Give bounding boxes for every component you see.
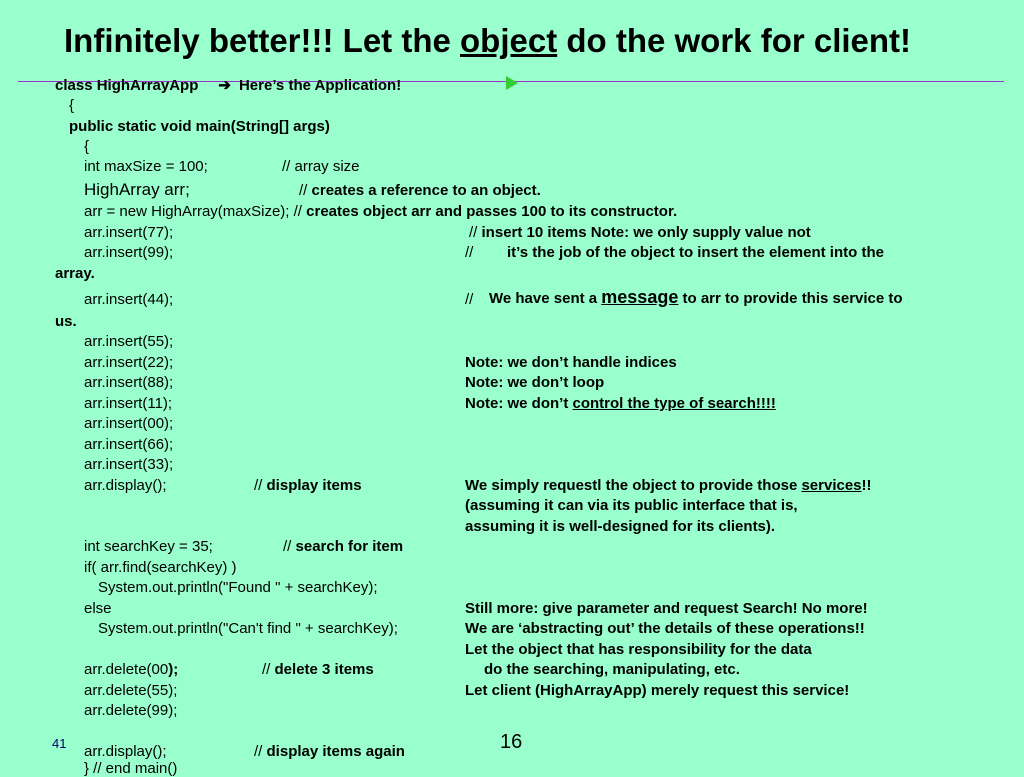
insert-44-slashes: //	[465, 291, 474, 308]
green-triangle-icon	[506, 76, 518, 90]
searchkey-line: int searchKey = 35;	[84, 538, 213, 555]
insert-11-line: arr.insert(11);	[84, 395, 173, 412]
insert-44-pre: We have sent a	[489, 290, 602, 307]
request-line-3: assuming it is well-designed for its clients).	[465, 518, 776, 535]
do-searching-note: do the searching, manipulating, etc.	[484, 661, 740, 678]
new-arr-line	[84, 203, 677, 220]
searchkey-comment-text: search for item	[295, 538, 404, 555]
display-slashes: //	[254, 477, 267, 494]
insert-99-slashes: //	[465, 244, 474, 261]
decl-arr-comment-text: creates a reference to an object.	[311, 182, 541, 199]
insert-99-line: arr.insert(99);	[84, 244, 174, 261]
delete-00-code: arr.delete(00	[84, 661, 169, 678]
page-number: 16	[500, 731, 523, 753]
let-client-note: Let client (HighArrayApp) merely request this service!	[465, 682, 850, 699]
display-comment	[254, 477, 362, 494]
still-more-note: Still more: give parameter and request Search! No more!	[465, 600, 868, 617]
insert-44-comment	[489, 287, 903, 308]
insert-99-comment: it’s the job of the object to insert the element into the	[507, 244, 884, 261]
new-arr-comment: creates object arr and passes 100 to its constructor.	[306, 203, 678, 220]
new-arr-code: arr = new HighArray(maxSize); //	[84, 203, 307, 220]
title-underlined-word: object	[460, 22, 558, 59]
end-main-line: } // end main()	[84, 760, 178, 777]
display-again-comment-text: display items again	[266, 743, 405, 760]
decl-arr-line: HighArray arr;	[84, 180, 190, 199]
insert-44-post: to arr to provide this service to	[678, 290, 903, 307]
class-brace-open: {	[69, 97, 75, 114]
class-declaration-line	[55, 76, 401, 94]
class-note: Here’s the Application!	[238, 77, 402, 94]
note-control	[465, 395, 776, 412]
decl-arr-slashes: //	[299, 182, 312, 199]
insert-88-line: arr.insert(88);	[84, 374, 174, 391]
note-control-underlined: control the type of search!!!!	[572, 395, 776, 412]
insert-44-line: arr.insert(44);	[84, 291, 174, 308]
insert-44-wrap: us.	[55, 313, 77, 330]
request-pre: We simply requestl the object to provide those	[465, 477, 802, 494]
delete-55-line: arr.delete(55);	[84, 682, 178, 699]
main-brace-open: {	[84, 138, 90, 155]
request-line-1	[465, 477, 872, 494]
insert-77-slashes: //	[469, 224, 482, 241]
insert-00-line: arr.insert(00);	[84, 415, 174, 432]
title-prefix: Infinitely better!!! Let the	[64, 22, 460, 59]
maxsize-comment: // array size	[282, 158, 360, 175]
delete-00-comment-text: delete 3 items	[274, 661, 374, 678]
title-suffix: do the work for client!	[557, 22, 912, 59]
request-underlined: services	[801, 477, 862, 494]
delete-00-line	[84, 661, 178, 678]
maxsize-line: int maxSize = 100;	[84, 158, 208, 175]
insert-66-line: arr.insert(66);	[84, 436, 174, 453]
delete-00-comment	[262, 661, 374, 678]
left-arrow-icon: ➔	[218, 77, 231, 94]
main-declaration: public static void main(String[] args)	[69, 118, 330, 135]
request-line-2: (assuming it can via its public interface that is,	[465, 497, 798, 514]
delete-00-slashes: //	[262, 661, 275, 678]
insert-44-message: message	[601, 287, 679, 307]
display-comment-text: display items	[266, 477, 362, 494]
slide-number: 41	[52, 736, 67, 751]
note-loop: Note: we don’t loop	[465, 374, 605, 391]
delete-99-line: arr.delete(99);	[84, 702, 178, 719]
println-cant-line: System.out.println("Can't find " + searchKey);	[98, 620, 398, 637]
display-line: arr.display();	[84, 477, 167, 494]
insert-77-line: arr.insert(77);	[84, 224, 174, 241]
display-again-slashes: //	[254, 743, 267, 760]
note-control-pre: Note: we don’t	[465, 395, 573, 412]
insert-55-line: arr.insert(55);	[84, 333, 174, 350]
delete-00-bold: );	[168, 661, 179, 678]
searchkey-comment	[283, 538, 403, 555]
note-indices: Note: we don’t handle indices	[465, 354, 677, 371]
slide-title	[64, 22, 911, 60]
insert-77-comment-text: insert 10 items Note: we only supply value not	[481, 224, 811, 241]
println-found-line: System.out.println("Found " + searchKey);	[98, 579, 378, 596]
decl-arr-comment	[299, 182, 541, 199]
display-again-comment	[254, 743, 405, 760]
class-decl: class HighArrayApp	[55, 77, 199, 94]
request-post: !!	[861, 477, 872, 494]
let-object-note: Let the object that has responsibility for the data	[465, 641, 812, 658]
insert-22-line: arr.insert(22);	[84, 354, 174, 371]
if-find-line: if( arr.find(searchKey) )	[84, 559, 237, 576]
display-again-line: arr.display();	[84, 743, 167, 760]
insert-99-wrap: array.	[55, 265, 95, 282]
searchkey-slashes: //	[283, 538, 296, 555]
abstracting-note: We are ‘abstracting out’ the details of these operations!!	[465, 620, 865, 637]
insert-77-comment	[469, 224, 811, 241]
insert-33-line: arr.insert(33);	[84, 456, 174, 473]
else-line: else	[84, 600, 112, 617]
